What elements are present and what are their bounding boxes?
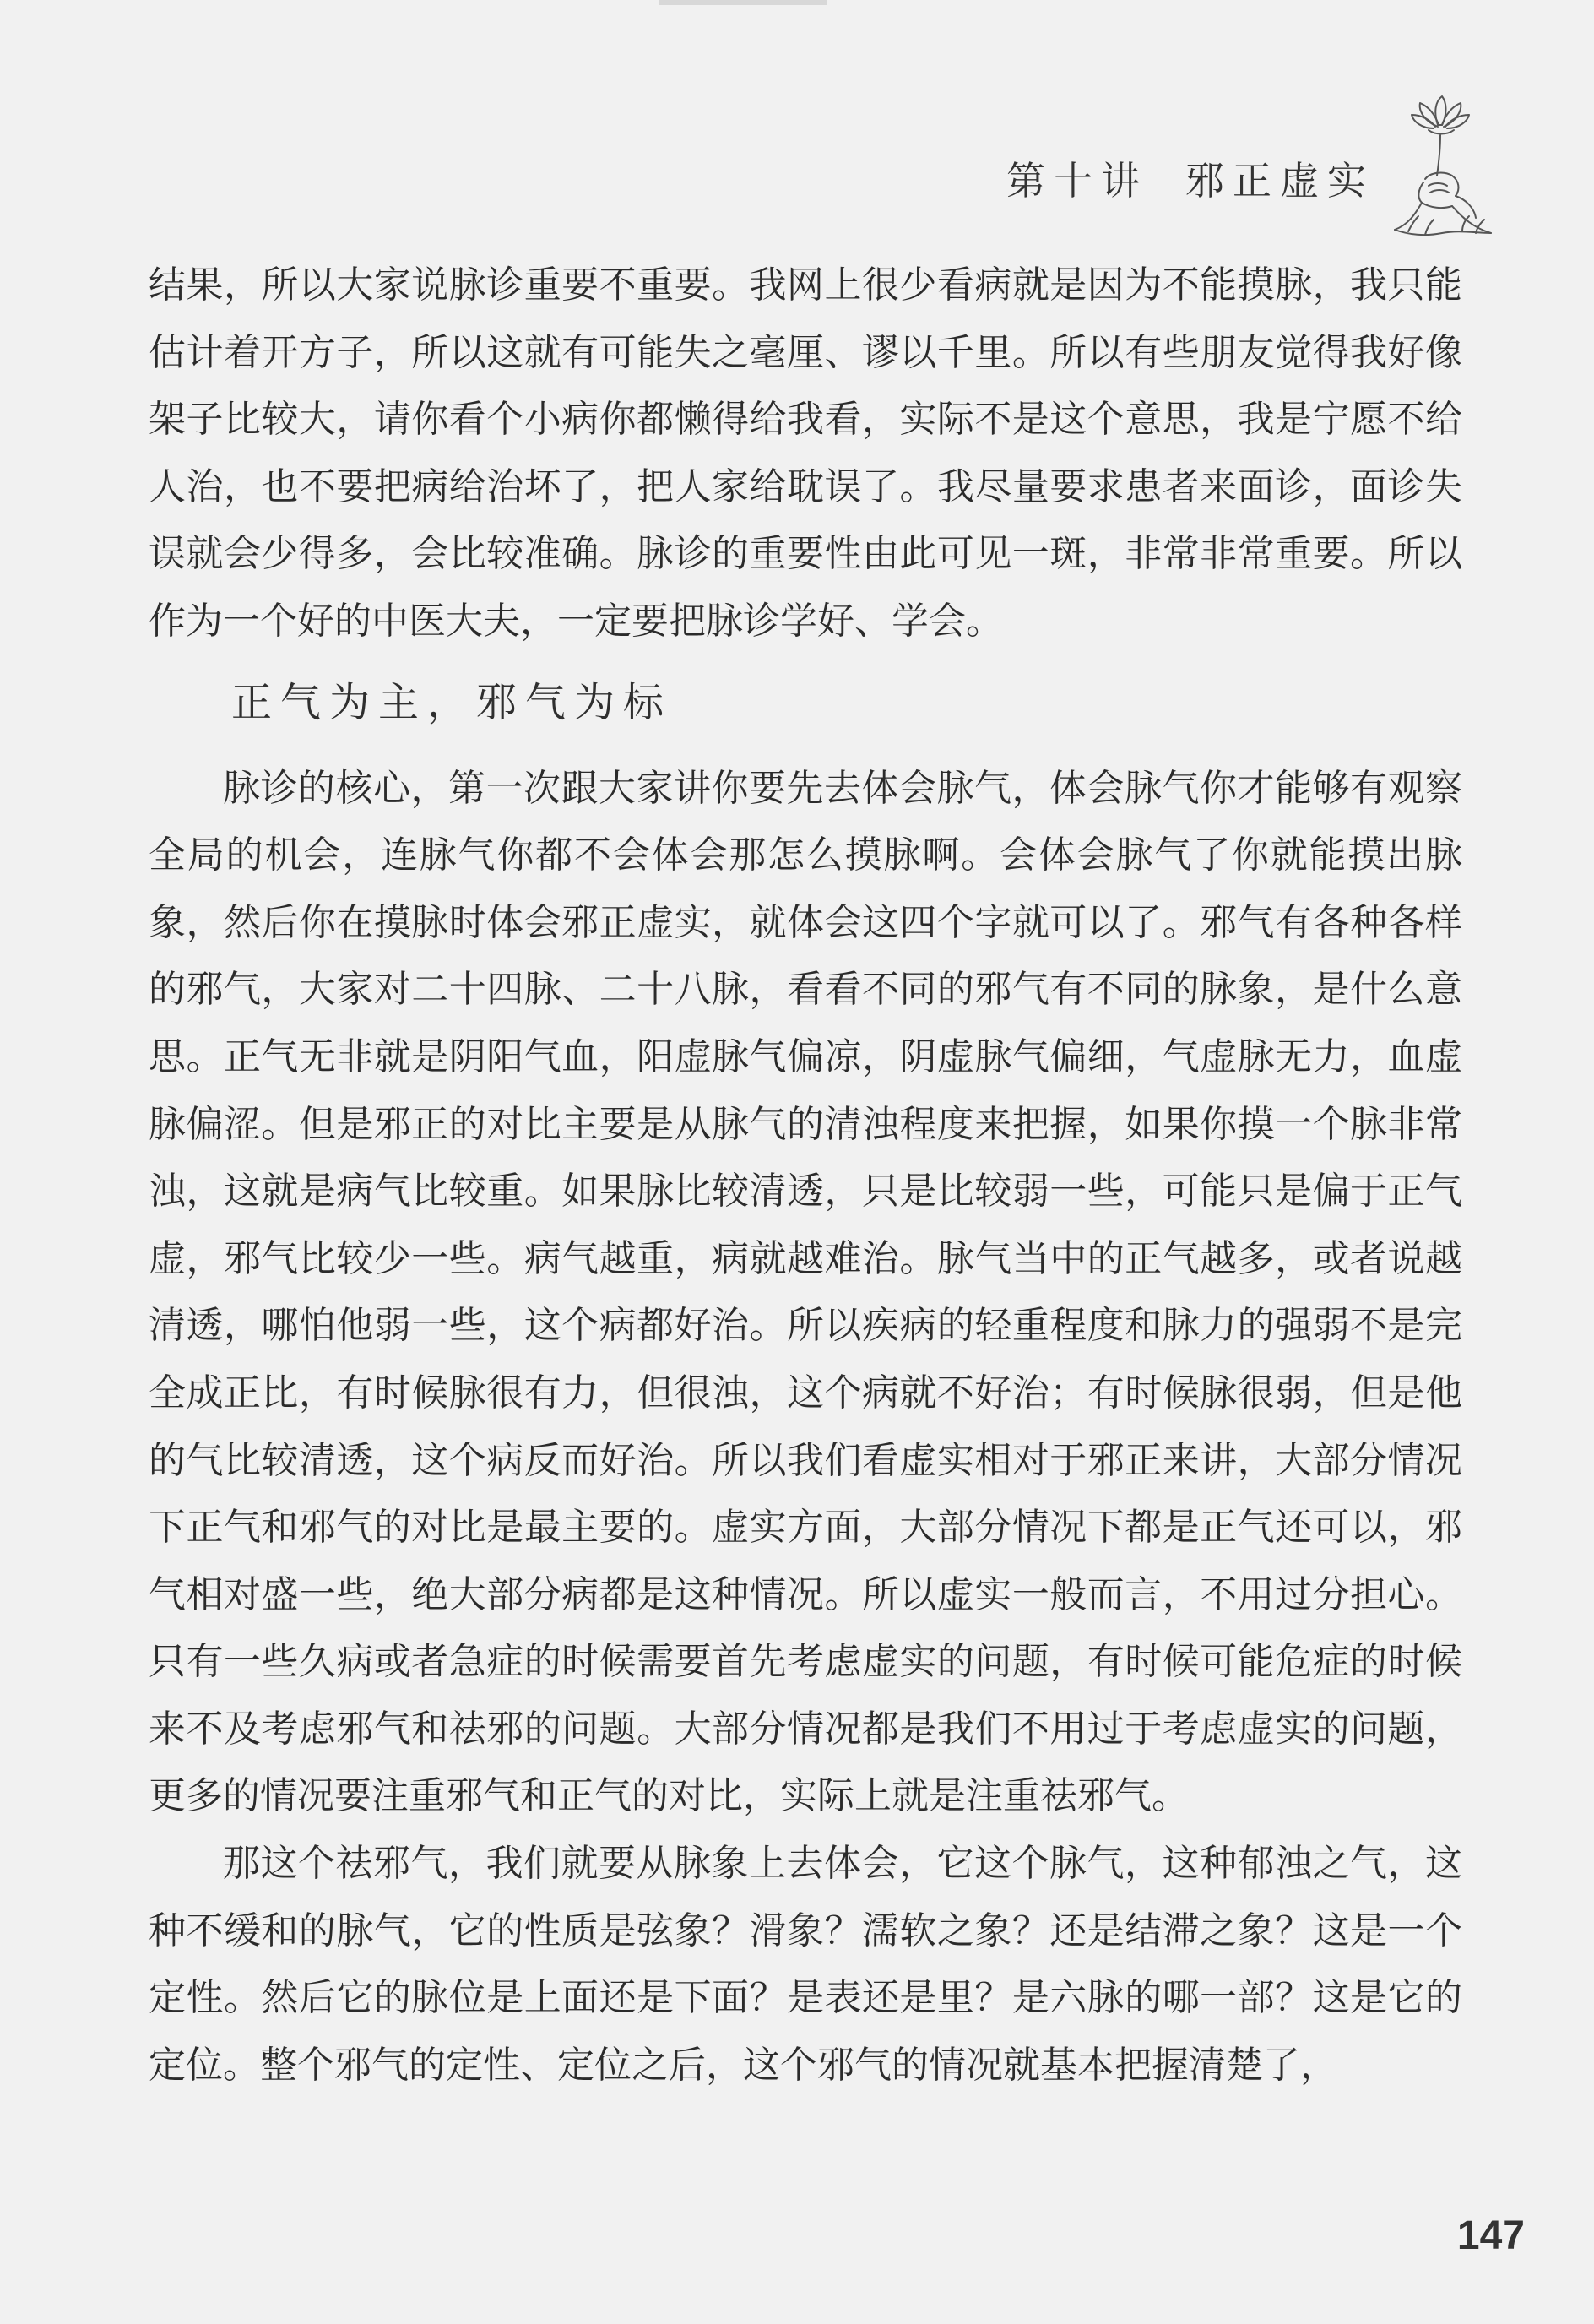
chapter-title: 邪正虚实 xyxy=(1185,158,1374,204)
scan-smudge xyxy=(659,0,827,5)
chapter-label: 第十讲 xyxy=(1006,158,1148,204)
running-header xyxy=(1006,150,1374,206)
paragraph-continuation: 结果，所以大家说脉诊重要不重要。我网上很少看病就是因为不能摸脉，我只能估计着开方子，所以这就有可能失之毫厘、谬以千里。所以有些朋友觉得我好像架子比较大，请你看个小病你都懒得给我看，实际不是这个意思，我是宁愿不给人治，也不要把病给治坏了，把人家给耽误了。我尽量要求患者来面诊，面诊失误就会少得多，会比较准确。脉诊的重要性由此可见一斑，非常非常重要。所以作为一个好的中医大夫，一定要把脉诊学好、学会。 xyxy=(149,263,1462,643)
paragraph: 脉诊的核心，第一次跟大家讲你要先去体会脉气，体会脉气你才能够有观察全局的机会，连脉气你都不会体会那怎么摸脉啊。会体会脉气了你就能摸出脉象，然后你在摸脉时体会邪正虚实，就体会这四个字就可以了。邪气有各种各样的邪气，大家对二十四脉、二十八脉，看看不同的邪气有不同的脉象，是什么意思。正气无非就是阴阳气血，阳虚脉气偏凉，阴虚脉气偏细，气虚脉无力，血虚脉偏涩。但是邪正的对比主要是从脉气的清浊程度来把握，如果你摸一个脉非常浊，这就是病气比较重。如果脉比较清透，只是比较弱一些，可能只是偏于正气虚，邪气比较少一些。病气越重，病就越难治。脉气当中的正气越多，或者说越清透，哪怕他弱一些，这个病都好治。所以疾病的轻重程度和脉力的强弱不是完全成正比，有时候脉很有力，但很浊，这个病就不好治；有时候脉很弱，但是他的气比较清透，这个病反而好治。所以我们看虚实相对于邪正来讲，大部分情况下正气和邪气的对比是最主要的。虚实方面，大部分情况下都是正气还可以，邪气相对盛一些，绝大部分病都是这种情况。所以虚实一般而言，不用过分担心。只有一些久病或者急症的时候需要首先考虑虚实的问题，有时候可能危症的时候来不及考虑邪气和祛邪的问题。大部分情况都是我们不用过于考虑虚实的问题，更多的情况要注重邪气和正气的对比，实际上就是注重祛邪气。 xyxy=(149,766,1462,1818)
page-number: 147 xyxy=(1456,2213,1525,2258)
section-heading: 正气为主，邪气为标 xyxy=(231,678,673,726)
paragraph: 那这个祛邪气，我们就要从脉象上去体会，它这个脉气，这种郁浊之气，这种不缓和的脉气，它的性质是弦象？滑象？濡软之象？还是结滞之象？这是一个定性。然后它的脉位是上面还是下面？是表还是里？是六脉的哪一部？这是它的定位。整个邪气的定性、定位之后，这个邪气的情况就基本把握清楚了， xyxy=(149,1842,1462,2087)
body-text xyxy=(149,252,1462,2099)
lotus-hand-icon xyxy=(1374,91,1501,243)
